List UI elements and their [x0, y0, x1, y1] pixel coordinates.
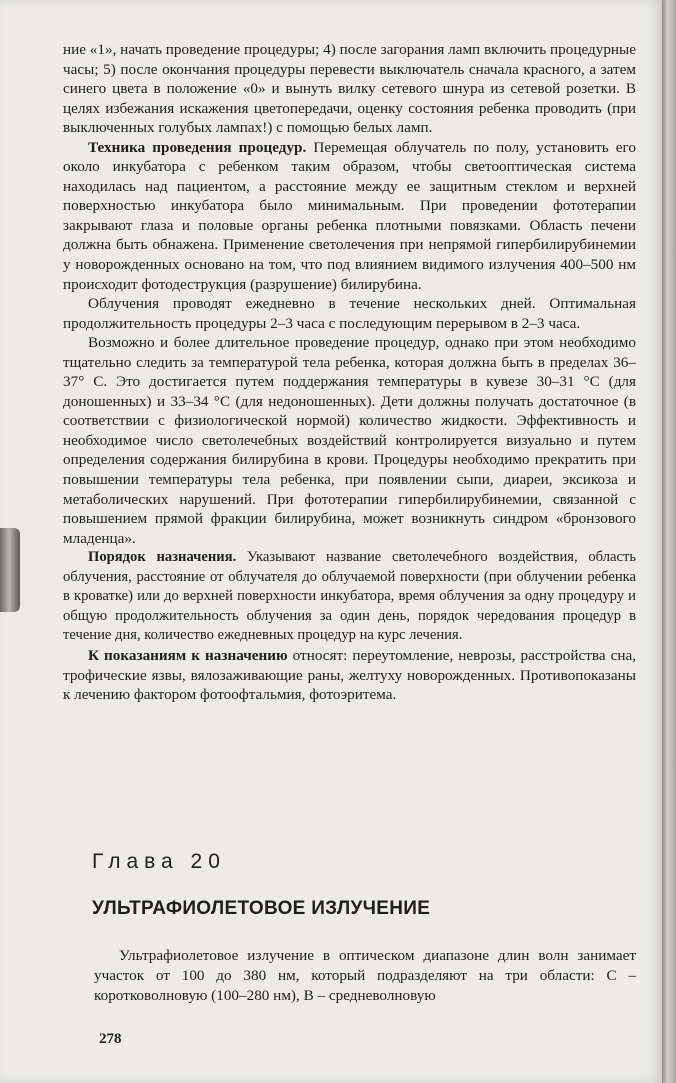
- chapter-label: Глава 20: [92, 850, 226, 873]
- chapter-title: УЛЬТРАФИОЛЕТОВОЕ ИЗЛУЧЕНИЕ: [92, 898, 431, 919]
- page-number: 278: [99, 1031, 122, 1047]
- paragraph-technique: [63, 138, 636, 294]
- paragraph-prescription-heading: Порядок назначения.: [88, 549, 237, 566]
- paragraph-1-text: ние «1», начать проведение процедуры; 4) после загорания ламп включить процедурные часы; 5) после окончания процедуры перевести выключатель сначала красного, а затем синего цвета в положение «0» и вынуть вилку сетевого шнура из сетевой розетки. В целях избежания искажения цветопередачи, оценку состояния ребенка проводить (при выключенных голубых лампах!) с помощью белых ламп.: [63, 41, 636, 137]
- paragraph-3-text: Облучения проводят ежедневно в течение нескольких дней. Оптимальная продолжительность процедуры 2–3 часа с последующим перерывом в 2–3 часа.: [63, 295, 636, 332]
- paragraph-technique-text: Перемещая облучатель по полу, установить его около инкубатора с ребенком таким образом, чтобы светооптическая система находилась над пациентом, а расстояние между ее защитным стеклом и верхней поверхностью инкубатора было минимальным. При проведении фототерапии закрывают глаза и половые органы ребенка плотными повязками. Область печени должна быть обнажена. Применение светолечения при непрямой гипербилирубинемии у новорожденных основано на том, что под влиянием видимого излучения 400–500 нм происходит фотодеструкция (разрушение) билирубина.: [63, 138, 636, 293]
- chapter-intro: Ультрафиолетовое излучение в оптическом диапазоне длин волн занимает участок от 100 до 380 нм, который подразделяют на три области: С – коротковолновую (100–280 нм), В – средневолновую: [94, 947, 636, 1004]
- paragraph-prescription: [63, 548, 636, 646]
- binder-clip: [0, 528, 20, 612]
- page-edge: [662, 0, 676, 1083]
- body-text: [63, 40, 636, 705]
- paragraph-indications-text: относят: переутомление, неврозы, расстройства сна, трофические язвы, вялозаживающие раны, желтуху новорожденных. Противопоказаны к лечению фактором фотоофтальмия, фотоэритема.: [63, 646, 637, 704]
- paragraph-prescription-text: Указывают название светолечебного воздействия, область облучения, расстояние от облучателя до облучаемой поверхности (при облучении ребенка в кроватке) или до верхней поверхности инкубатора, время облучения за одну процедуру и общую продолжительность облучения за один день, порядок чередования процедур в течение дня, количество ежедневных процедур на курс лечения.: [63, 549, 637, 644]
- paragraph-3: [63, 294, 636, 333]
- paragraph-4: [63, 333, 636, 548]
- paragraph-technique-heading: Техника проведения процедур.: [88, 138, 307, 156]
- paragraph-1: [63, 40, 636, 138]
- paragraph-indications: [63, 646, 636, 705]
- paragraph-indications-heading: К показаниям к назначению: [88, 646, 288, 664]
- paragraph-4-text: Возможно и более длительное проведение процедур, однако при этом необходимо тщательно следить за температурой тела ребенка, которая должна быть в пределах 36–37° С. Это достигается путем поддержания температуры в кувезе 30–31 °С (для доношенных) и 33–34 °С (для недоношенных). Дети должны получать достаточное (в соответствии с физиологической нормой) количество жидкости. Эффективность и необходимое число светолечебных воздействий контролируется визуально и путем определения содержания билирубина в крови. Процедуры необходимо прекратить при повышении температуры тела ребенка, при появлении сыпи, диареи, эксикоза и метаболических нарушений. При фототерапии гипербилирубинемии, связанной с повышением прямой фракции билирубина, может возникнуть синдром «бронзового младенца».: [63, 334, 636, 547]
